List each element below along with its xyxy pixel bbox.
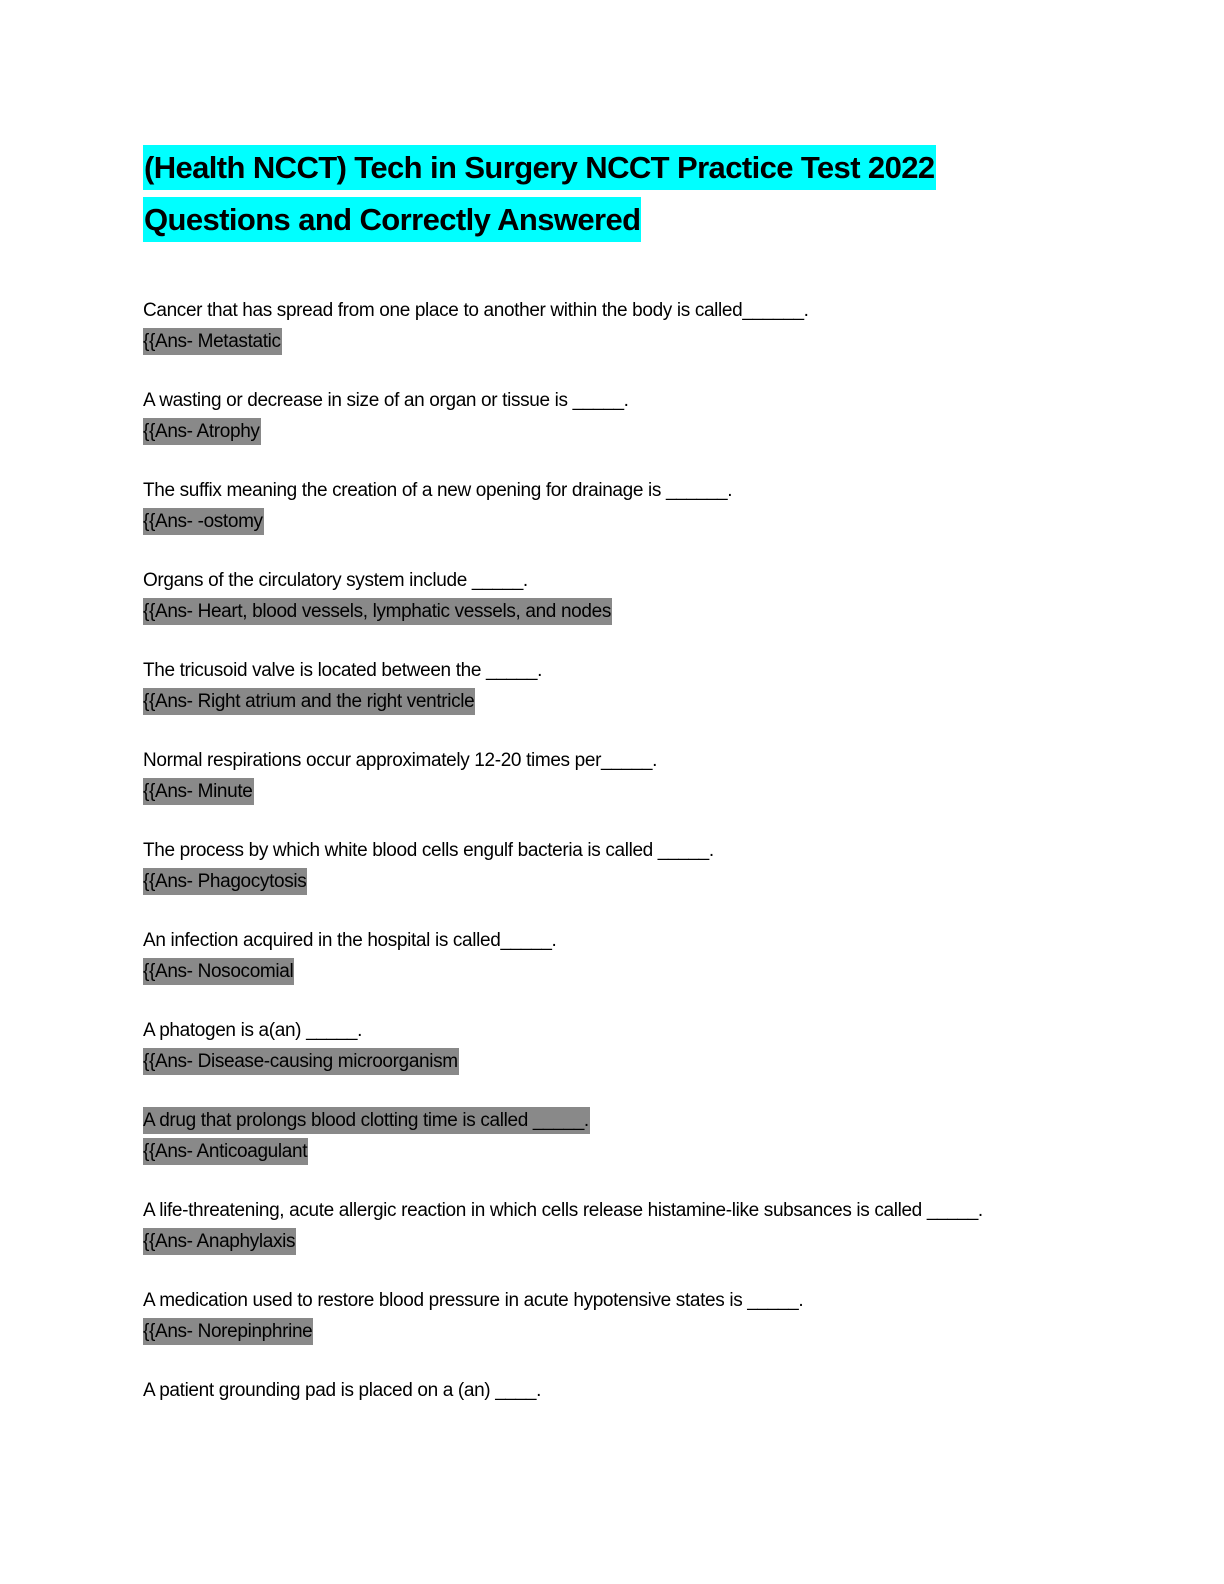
question-text-line: [143, 835, 1083, 866]
answer-line: [143, 866, 1083, 897]
answer-line: [143, 776, 1083, 807]
answer-line: [143, 416, 1083, 447]
question-item: [143, 1285, 1083, 1347]
answer-text: {{Ans- Nosocomial: [143, 958, 294, 985]
answer-line: [143, 596, 1083, 627]
question-text-line: [143, 1105, 1083, 1136]
question-item: [143, 385, 1083, 447]
document-title: [143, 143, 1083, 247]
question-text-line: [143, 655, 1083, 686]
question-text-line: [143, 475, 1083, 506]
question-item: [143, 1195, 1083, 1257]
question-text: A life-threatening, acute allergic reaction in which cells release histamine-like subsances is called _____.: [143, 1200, 983, 1221]
question-item: [143, 475, 1083, 537]
question-text-line: [143, 1375, 1083, 1406]
answer-text: {{Ans- Anaphylaxis: [143, 1228, 296, 1255]
question-text: The tricusoid valve is located between the _____.: [143, 660, 542, 681]
answer-text: {{Ans- Atrophy: [143, 418, 261, 445]
answer-line: [143, 1136, 1083, 1167]
question-item: [143, 925, 1083, 987]
question-item: [143, 1375, 1083, 1406]
question-text: The process by which white blood cells engulf bacteria is called _____.: [143, 840, 714, 861]
answer-text: {{Ans- Heart, blood vessels, lymphatic vessels, and nodes: [143, 598, 612, 625]
question-text-line: [143, 925, 1083, 956]
answer-text: {{Ans- Metastatic: [143, 328, 282, 355]
question-text-line: [143, 1285, 1083, 1316]
question-item: [143, 835, 1083, 897]
question-text-line: [143, 295, 1083, 326]
answer-line: [143, 1046, 1083, 1077]
answer-line: [143, 686, 1083, 717]
question-text: Cancer that has spread from one place to another within the body is called______.: [143, 300, 809, 321]
question-text: A medication used to restore blood pressure in acute hypotensive states is _____.: [143, 1290, 804, 1311]
question-item: [143, 1105, 1083, 1167]
question-text-line: [143, 565, 1083, 596]
question-text: Normal respirations occur approximately 12-20 times per_____.: [143, 750, 658, 771]
answer-line: [143, 326, 1083, 357]
question-item: [143, 745, 1083, 807]
question-text: Organs of the circulatory system include _____.: [143, 570, 528, 591]
answer-line: [143, 956, 1083, 987]
question-text-line: [143, 745, 1083, 776]
answer-text: {{Ans- Disease-causing microorganism: [143, 1048, 459, 1075]
question-text: A drug that prolongs blood clotting time is called _____.: [143, 1107, 590, 1134]
question-text: A phatogen is a(an) _____.: [143, 1020, 363, 1041]
question-text-line: [143, 1015, 1083, 1046]
question-text-line: [143, 385, 1083, 416]
title-line-2: Questions and Correctly Answered: [143, 197, 641, 242]
answer-text: {{Ans- Anticoagulant: [143, 1138, 308, 1165]
answer-text: {{Ans- Right atrium and the right ventricle: [143, 688, 475, 715]
title-line-1: (Health NCCT) Tech in Surgery NCCT Practice Test 2022: [143, 145, 936, 190]
answer-line: [143, 1226, 1083, 1257]
question-text: A wasting or decrease in size of an organ or tissue is _____.: [143, 390, 629, 411]
question-item: [143, 655, 1083, 717]
question-item: [143, 565, 1083, 627]
question-text: The suffix meaning the creation of a new opening for drainage is ______.: [143, 480, 733, 501]
answer-text: {{Ans- Phagocytosis: [143, 868, 307, 895]
document-page: [143, 143, 1083, 1434]
question-item: [143, 1015, 1083, 1077]
question-list: [143, 295, 1083, 1406]
answer-line: [143, 1316, 1083, 1347]
answer-line: [143, 506, 1083, 537]
question-text: A patient grounding pad is placed on a (an) ____.: [143, 1380, 541, 1401]
question-text: An infection acquired in the hospital is called_____.: [143, 930, 557, 951]
question-text-line: [143, 1195, 1083, 1226]
answer-text: {{Ans- Minute: [143, 778, 254, 805]
question-item: [143, 295, 1083, 357]
answer-text: {{Ans- -ostomy: [143, 508, 264, 535]
answer-text: {{Ans- Norepinphrine: [143, 1318, 313, 1345]
